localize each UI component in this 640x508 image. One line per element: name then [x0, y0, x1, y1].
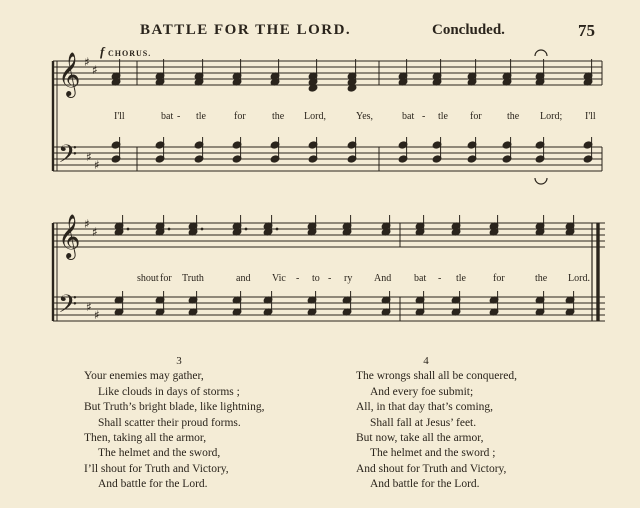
song-subtitle: Concluded. — [432, 22, 505, 38]
sharp-sign: ♯ — [84, 55, 90, 69]
sharp-sign: ♯ — [94, 308, 100, 322]
lyric-syllable: bat — [414, 273, 427, 284]
fermata-icon — [535, 50, 547, 56]
verse-line: The helmet and the sword, — [98, 447, 221, 460]
verse-number: 3 — [176, 355, 182, 367]
sharp-sign: ♯ — [92, 225, 98, 239]
lyric-syllable: shout — [137, 273, 159, 284]
lyric-syllable: tle — [196, 111, 206, 122]
bass-clef-icon: 𝄢 — [58, 140, 78, 175]
fermata-icon — [535, 178, 547, 184]
lyric-syllable: tle — [456, 273, 466, 284]
lyric-syllable: I'll — [585, 111, 596, 122]
lyric-syllable: Yes, — [356, 111, 374, 122]
page-number: 75 — [578, 21, 595, 40]
sharp-sign: ♯ — [86, 150, 92, 164]
verse-line: Your enemies may gather, — [84, 370, 204, 383]
treble-clef-icon: 𝄞 — [58, 52, 81, 96]
lyric-syllable: - — [422, 111, 426, 122]
verse-line: And battle for the Lord. — [370, 478, 480, 491]
song-title: BATTLE FOR THE LORD. — [140, 22, 352, 38]
treble-clef-icon: 𝄞 — [58, 214, 81, 258]
sharp-sign: ♯ — [94, 158, 100, 172]
verse-line: Shall fall at Jesus’ feet. — [370, 416, 477, 429]
verse-line: And every foe submit; — [370, 385, 474, 398]
lyric-syllable: And — [374, 273, 392, 284]
lyric-syllable: for — [493, 273, 505, 284]
lyric-syllable: bat — [402, 111, 415, 122]
lyric-syllable: Lord; — [540, 111, 563, 122]
dynamic-marking: f — [100, 44, 105, 59]
verse-line: Shall scatter their proud forms. — [98, 416, 241, 429]
lyric-syllable: - — [296, 273, 300, 284]
dot — [168, 228, 171, 231]
verse-line: The helmet and the sword ; — [370, 447, 496, 460]
lyric-syllable: for — [470, 111, 482, 122]
verse-line: And shout for Truth and Victory, — [356, 462, 507, 475]
lyric-syllable: tle — [438, 111, 448, 122]
lyric-syllable: Lord. — [568, 273, 590, 284]
bass-clef-icon: 𝄢 — [58, 290, 78, 325]
verse-line: Like clouds in days of storms ; — [98, 385, 240, 398]
lyric-syllable: ry — [344, 273, 353, 284]
verse-line: The wrongs shall all be conquered, — [356, 370, 517, 383]
lyric-syllable: for — [234, 111, 246, 122]
chorus-label: CHORUS. — [108, 49, 152, 58]
verse-line: And battle for the Lord. — [98, 478, 208, 491]
lyric-syllable: for — [160, 273, 172, 284]
lyric-syllable: and — [236, 273, 251, 284]
verse-4 — [356, 354, 517, 493]
dot — [276, 228, 279, 231]
verse-line: I’ll shout for Truth and Victory, — [84, 462, 229, 475]
sharp-sign: ♯ — [86, 300, 92, 314]
verse-line: All, in that day that’s coming, — [356, 401, 494, 414]
lyric-syllable: - — [177, 111, 181, 122]
verse-3 — [84, 354, 274, 493]
lyric-syllable: to — [312, 273, 320, 284]
dot — [245, 228, 248, 231]
lyric-syllable: bat — [161, 111, 174, 122]
verse-line: But Truth’s bright blade, like lightning, — [84, 401, 265, 414]
lyric-syllable: - — [328, 273, 332, 284]
lyric-syllable: the — [272, 111, 285, 122]
lyric-syllable: the — [535, 273, 548, 284]
lyric-syllable: Truth — [182, 273, 204, 284]
sharp-sign: ♯ — [92, 63, 98, 77]
lyric-syllable: the — [507, 111, 520, 122]
lyric-syllable: I'll — [114, 111, 125, 122]
verse-line: But now, take all the armor, — [356, 432, 484, 445]
dot — [201, 228, 204, 231]
lyric-syllable: Vic — [272, 273, 286, 284]
sharp-sign: ♯ — [84, 217, 90, 231]
verse-line: Then, taking all the armor, — [84, 432, 207, 445]
verse-number: 4 — [423, 355, 429, 367]
lyric-syllable: - — [438, 273, 442, 284]
dot — [127, 228, 130, 231]
lyric-syllable: Lord, — [304, 111, 326, 122]
